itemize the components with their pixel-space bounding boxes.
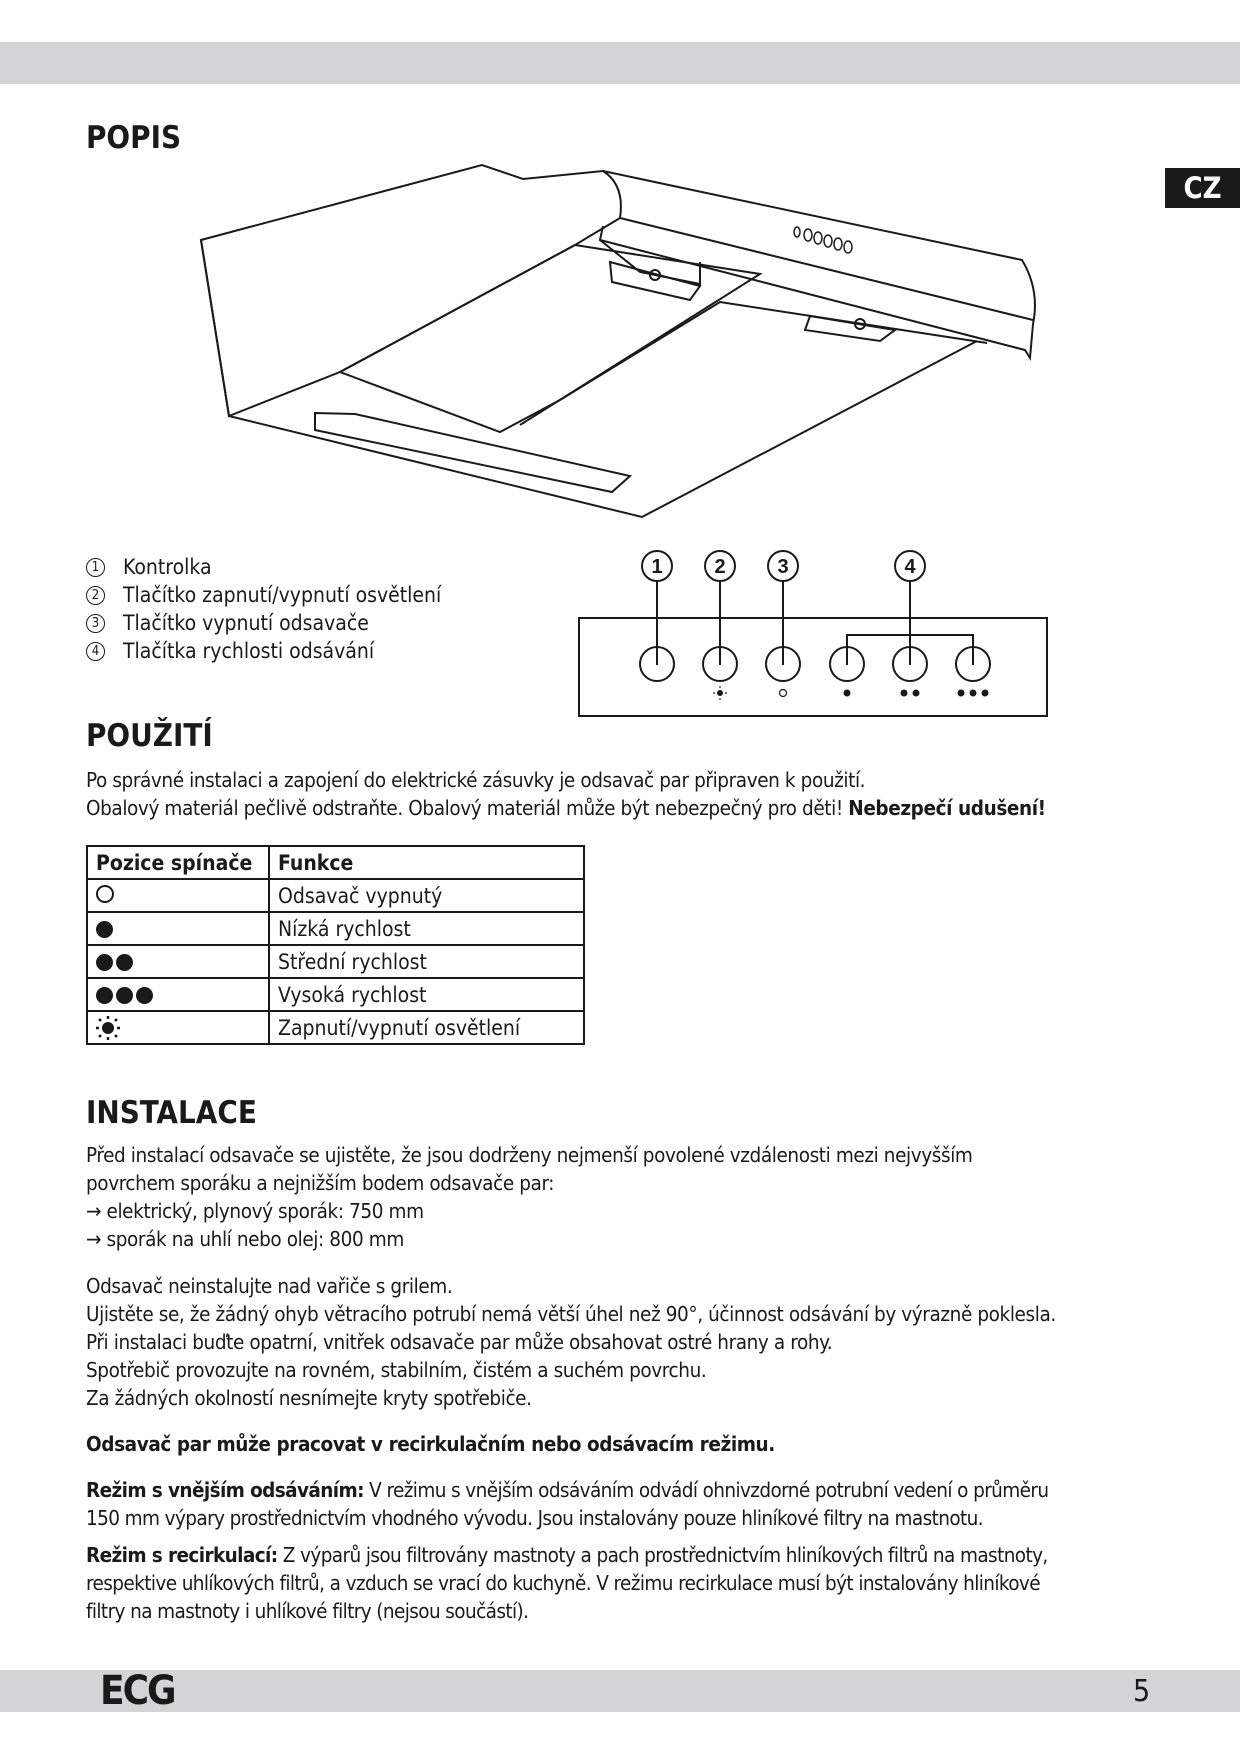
two-dots-icon (96, 954, 133, 971)
light-icon (717, 690, 723, 696)
usage-line: Po správné instalaci a zapojení do elektrické zásuvky je odsavač par připraven k použití. (86, 768, 866, 792)
text-line: Z výparů jsou filtrovány mastnoty a pach prostřednictvím hliníkových filtrů na mastnoty, (277, 1543, 1048, 1567)
control-panel-diagram (570, 540, 1060, 725)
modes-heading (86, 1430, 775, 1458)
text-line: Před instalací odsavače se ujistěte, že jsou dodrženy nejmenší povolené vzdálenosti mezi nejvyšším (86, 1143, 973, 1167)
text-line: respektive uhlíkových filtrů, a vzduch se vrací do kuchyně. V režimu recirkulace musí být instalovány hliníkové (86, 1571, 1040, 1595)
svg-text:3: 3 (777, 556, 789, 578)
text-line: filtry na mastnoty i uhlíkové filtry (nejsou součástí). (86, 1599, 529, 1623)
legend-label: Kontrolka (123, 555, 212, 579)
svg-text:4: 4 (904, 556, 916, 578)
hood-illustration (0, 0, 1240, 540)
text-line: Spotřebič provozujte na rovném, stabilním, čistém a suchém povrchu. (86, 1358, 707, 1382)
table-row (87, 912, 584, 945)
mode-recirculation (86, 1541, 1048, 1625)
usage-text (86, 766, 1046, 822)
mode-label: Režim s recirkulací: (86, 1543, 278, 1567)
function-cell: Odsavač vypnutý (269, 879, 584, 912)
usage-line-text: Obalový materiál pečlivě odstraňte. Obalový materiál může být nebezpečný pro děti! (86, 796, 849, 820)
section-title-popis: POPIS (86, 120, 182, 156)
text-line: V režimu s vnějším odsáváním odvádí ohnivzdorné potrubní vedení o průměru (363, 1478, 1049, 1502)
table-header-row (87, 846, 584, 879)
table-row (87, 879, 584, 912)
circle-empty-icon (96, 885, 114, 903)
legend-item (86, 553, 441, 581)
three-dots-icon (96, 987, 153, 1004)
text-line: 150 mm výpary prostřednictvím vhodného vývodu. Jsou instalovány pouze hliníkové filtry na mastnotu. (86, 1506, 983, 1530)
install-intro (86, 1141, 973, 1253)
text-line: Při instalaci buďte opatrní, vnitřek odsavače par může obsahovat ostré hrany a rohy. (86, 1330, 833, 1354)
text-line: Za žádných okolností nesnímejte kryty spotřebiče. (86, 1386, 532, 1410)
table-row (87, 945, 584, 978)
callout-number: 3 (86, 614, 105, 633)
bullet-item: → elektrický, plynový sporák: 750 mm (86, 1199, 424, 1223)
section-title-pouziti: POUŽITÍ (86, 718, 213, 754)
switch-function-table (86, 845, 585, 1045)
function-cell: Vysoká rychlost (269, 978, 584, 1011)
legend-item (86, 609, 441, 637)
function-cell: Nízká rychlost (269, 912, 584, 945)
footer-band (0, 1670, 1240, 1712)
section-title-instalace: INSTALACE (86, 1095, 257, 1131)
language-tab: CZ (1165, 168, 1240, 208)
mode-exhaust (86, 1476, 1048, 1532)
light-icon (96, 1016, 120, 1040)
function-cell: Zapnutí/vypnutí osvětlení (269, 1011, 584, 1044)
svg-text:2: 2 (714, 556, 726, 578)
parts-legend (86, 553, 441, 665)
legend-label: Tlačítka rychlosti odsávání (123, 639, 375, 663)
legend-label: Tlačítko zapnutí/vypnutí osvětlení (123, 583, 442, 607)
one-dot-icon (96, 921, 113, 938)
table-row (87, 1011, 584, 1044)
function-cell: Střední rychlost (269, 945, 584, 978)
table-row (87, 978, 584, 1011)
legend-item (86, 581, 441, 609)
install-notes (86, 1272, 1056, 1412)
warning-text: Nebezpečí udušení! (848, 796, 1046, 820)
callout-number: 1 (86, 558, 105, 577)
legend-label: Tlačítko vypnutí odsavače (123, 611, 369, 635)
callout-number: 2 (86, 586, 105, 605)
legend-item (86, 637, 441, 665)
mode-label: Režim s vnějším odsáváním: (86, 1478, 364, 1502)
svg-text:1: 1 (651, 556, 663, 578)
text-line: Ujistěte se, že žádný ohyb větracího potrubí nemá větší úhel než 90°, účinnost odsávání by výrazně poklesla. (86, 1302, 1056, 1326)
usage-line (86, 794, 1046, 822)
text-line: povrchem sporáku a nejnižším bodem odsavače par: (86, 1171, 555, 1195)
header-cell: Pozice spínače (87, 846, 269, 879)
text-line: Odsavač neinstalujte nad vařiče s grilem. (86, 1274, 453, 1298)
bullet-item: → sporák na uhlí nebo olej: 800 mm (86, 1227, 404, 1251)
header-cell: Funkce (269, 846, 584, 879)
callout-number: 4 (86, 642, 105, 661)
page-number: 5 (1133, 1674, 1151, 1709)
panel-outline (579, 618, 1047, 716)
modes-bold: Odsavač par může pracovat v recirkulačním nebo odsávacím režimu. (86, 1432, 775, 1456)
ecg-logo: ECG (100, 1668, 175, 1714)
